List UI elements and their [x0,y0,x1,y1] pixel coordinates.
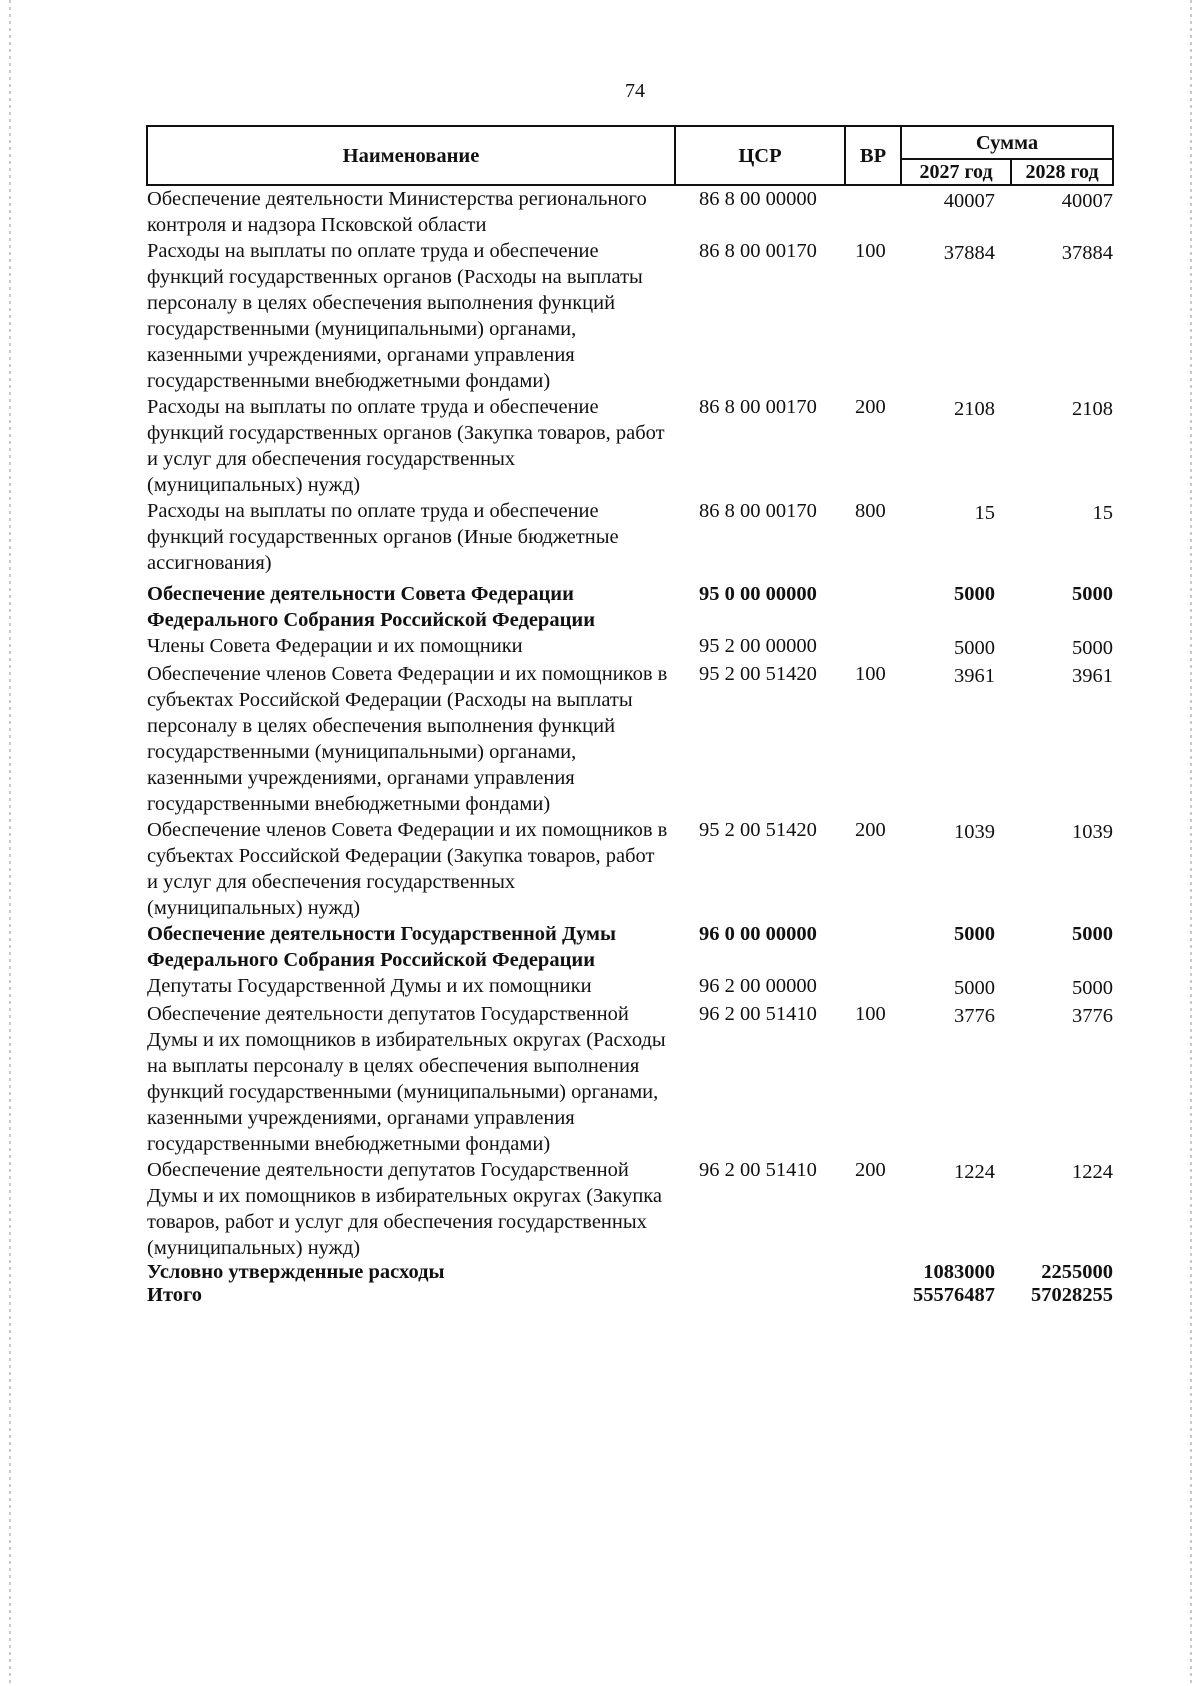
row-csr: 95 2 00 00000 [699,635,817,657]
row-vr: 200 [855,819,886,841]
row-2027: 5000 [954,923,995,945]
table-row [147,921,1113,973]
row-name: Обеспечение деятельности депутатов Государственной Думы и их помощников в избирательных округах (Закупка товаров, работ и услуг для обеспечения государственных (муниципальных) нужд) [147,1159,663,1259]
row-vr [845,185,901,238]
row-2027: 15 [974,502,995,524]
table-row [147,817,1113,921]
table-body [147,185,1113,1307]
header-year-2027: 2027 год [901,159,1011,185]
row-2028: 1224 [1072,1161,1113,1183]
row-vr: 800 [855,500,886,522]
summary-2028: 2255000 [1041,1261,1113,1283]
row-2028: 5000 [1072,583,1113,605]
row-name: Члены Совета Федерации и их помощники [147,635,523,657]
row-csr: 96 2 00 00000 [699,975,817,997]
row-2027: 1224 [954,1161,995,1183]
row-name: Депутаты Государственной Думы и их помощники [147,975,592,997]
table-row [147,238,1113,394]
row-2027: 5000 [954,637,995,659]
row-2028: 2108 [1072,398,1113,420]
row-vr [845,973,901,1001]
row-csr: 96 2 00 51410 [699,1159,817,1181]
row-csr: 86 8 00 00170 [699,240,817,262]
row-name: Обеспечение деятельности депутатов Государственной Думы и их помощников в избирательных округах (Расходы на выплаты персоналу в целях обеспечения выполнения функций государственными (муниципальными) органами, казенными учреждениями, органами управления государственными внебюджетными фондами) [147,1003,666,1155]
header-year-2028: 2028 год [1011,159,1113,185]
table-row [147,576,1113,633]
row-csr: 86 8 00 00170 [699,500,817,522]
row-2028: 5000 [1072,923,1113,945]
row-vr: 100 [855,240,886,262]
header-vr: ВР [845,126,901,185]
row-2027: 3776 [954,1005,995,1027]
total-name: Итого [147,1284,203,1306]
table-row [147,1001,1113,1157]
table-row [147,185,1113,238]
scan-edge-left [9,0,11,1686]
header-sum: Сумма [901,126,1113,159]
row-name: Расходы на выплаты по оплате труда и обеспечение функций государственных органов (Закупка товаров, работ и услуг для обеспечения государственных (муниципальных) нужд) [147,396,665,496]
total-2028: 57028255 [1031,1284,1113,1306]
row-name: Расходы на выплаты по оплате труда и обеспечение функций государственных органов (Расходы на выплаты персоналу в целях обеспечения выполнения функций государственными (муниципальными) органами, казенными учреждениями, органами управления государственными внебюджетными фондами) [147,240,643,392]
row-2027: 3961 [954,665,995,687]
scan-edge-right [1190,0,1192,1686]
row-csr: 95 0 00 00000 [699,583,817,605]
budget-table [146,125,1114,1307]
total-row [147,1284,1113,1307]
row-2028: 1039 [1072,821,1113,843]
table-row [147,973,1113,1001]
table-row [147,661,1113,817]
summary-row [147,1261,1113,1284]
header-csr: ЦСР [675,126,845,185]
row-csr: 96 0 00 00000 [699,923,817,945]
row-2028: 40007 [1061,190,1113,212]
row-csr: 96 2 00 51410 [699,1003,817,1025]
table-header [147,126,1113,185]
row-2028: 3776 [1072,1005,1113,1027]
row-csr: 86 8 00 00000 [699,188,817,210]
row-csr: 86 8 00 00170 [699,396,817,418]
row-2028: 15 [1092,502,1113,524]
row-vr [845,633,901,661]
row-2027: 2108 [954,398,995,420]
row-vr [845,576,901,633]
summary-2027: 1083000 [923,1261,995,1283]
row-name: Обеспечение деятельности Министерства регионального контроля и надзора Псковской области [147,188,647,236]
total-2027: 55576487 [913,1284,995,1306]
row-vr: 200 [855,1159,886,1181]
summary-name: Условно утвержденные расходы [147,1261,445,1283]
row-2027: 1039 [954,821,995,843]
header-name: Наименование [147,126,675,185]
table-row [147,1157,1113,1261]
table-row [147,633,1113,661]
row-2027: 5000 [954,977,995,999]
table-row [147,498,1113,576]
row-name: Обеспечение членов Совета Федерации и их помощников в субъектах Российской Федерации (Расходы на выплаты персоналу в целях обеспечения выполнения функций государственными (муниципальными) органами, казенными учреждениями, органами управления государственными внебюджетными фондами) [147,663,668,815]
row-2027: 5000 [954,583,995,605]
row-2027: 37884 [943,242,995,264]
row-name: Расходы на выплаты по оплате труда и обеспечение функций государственных органов (Иные бюджетные ассигнования) [147,500,619,574]
row-2028: 5000 [1072,977,1113,999]
page-number: 74 [625,80,645,102]
row-vr: 100 [855,1003,886,1025]
row-vr [845,921,901,973]
row-vr: 200 [855,396,886,418]
row-2027: 40007 [943,190,995,212]
table-row [147,394,1113,498]
row-name: Обеспечение деятельности Государственной Думы Федерального Собрания Российской Федерации [147,923,617,971]
row-name: Обеспечение членов Совета Федерации и их помощников в субъектах Российской Федерации (Закупка товаров, работ и услуг для обеспечения государственных (муниципальных) нужд) [147,819,668,919]
row-csr: 95 2 00 51420 [699,819,817,841]
row-csr: 95 2 00 51420 [699,663,817,685]
row-vr: 100 [855,663,886,685]
row-2028: 5000 [1072,637,1113,659]
row-2028: 3961 [1072,665,1113,687]
row-2028: 37884 [1061,242,1113,264]
row-name: Обеспечение деятельности Совета Федерации Федерального Собрания Российской Федерации [147,583,596,631]
